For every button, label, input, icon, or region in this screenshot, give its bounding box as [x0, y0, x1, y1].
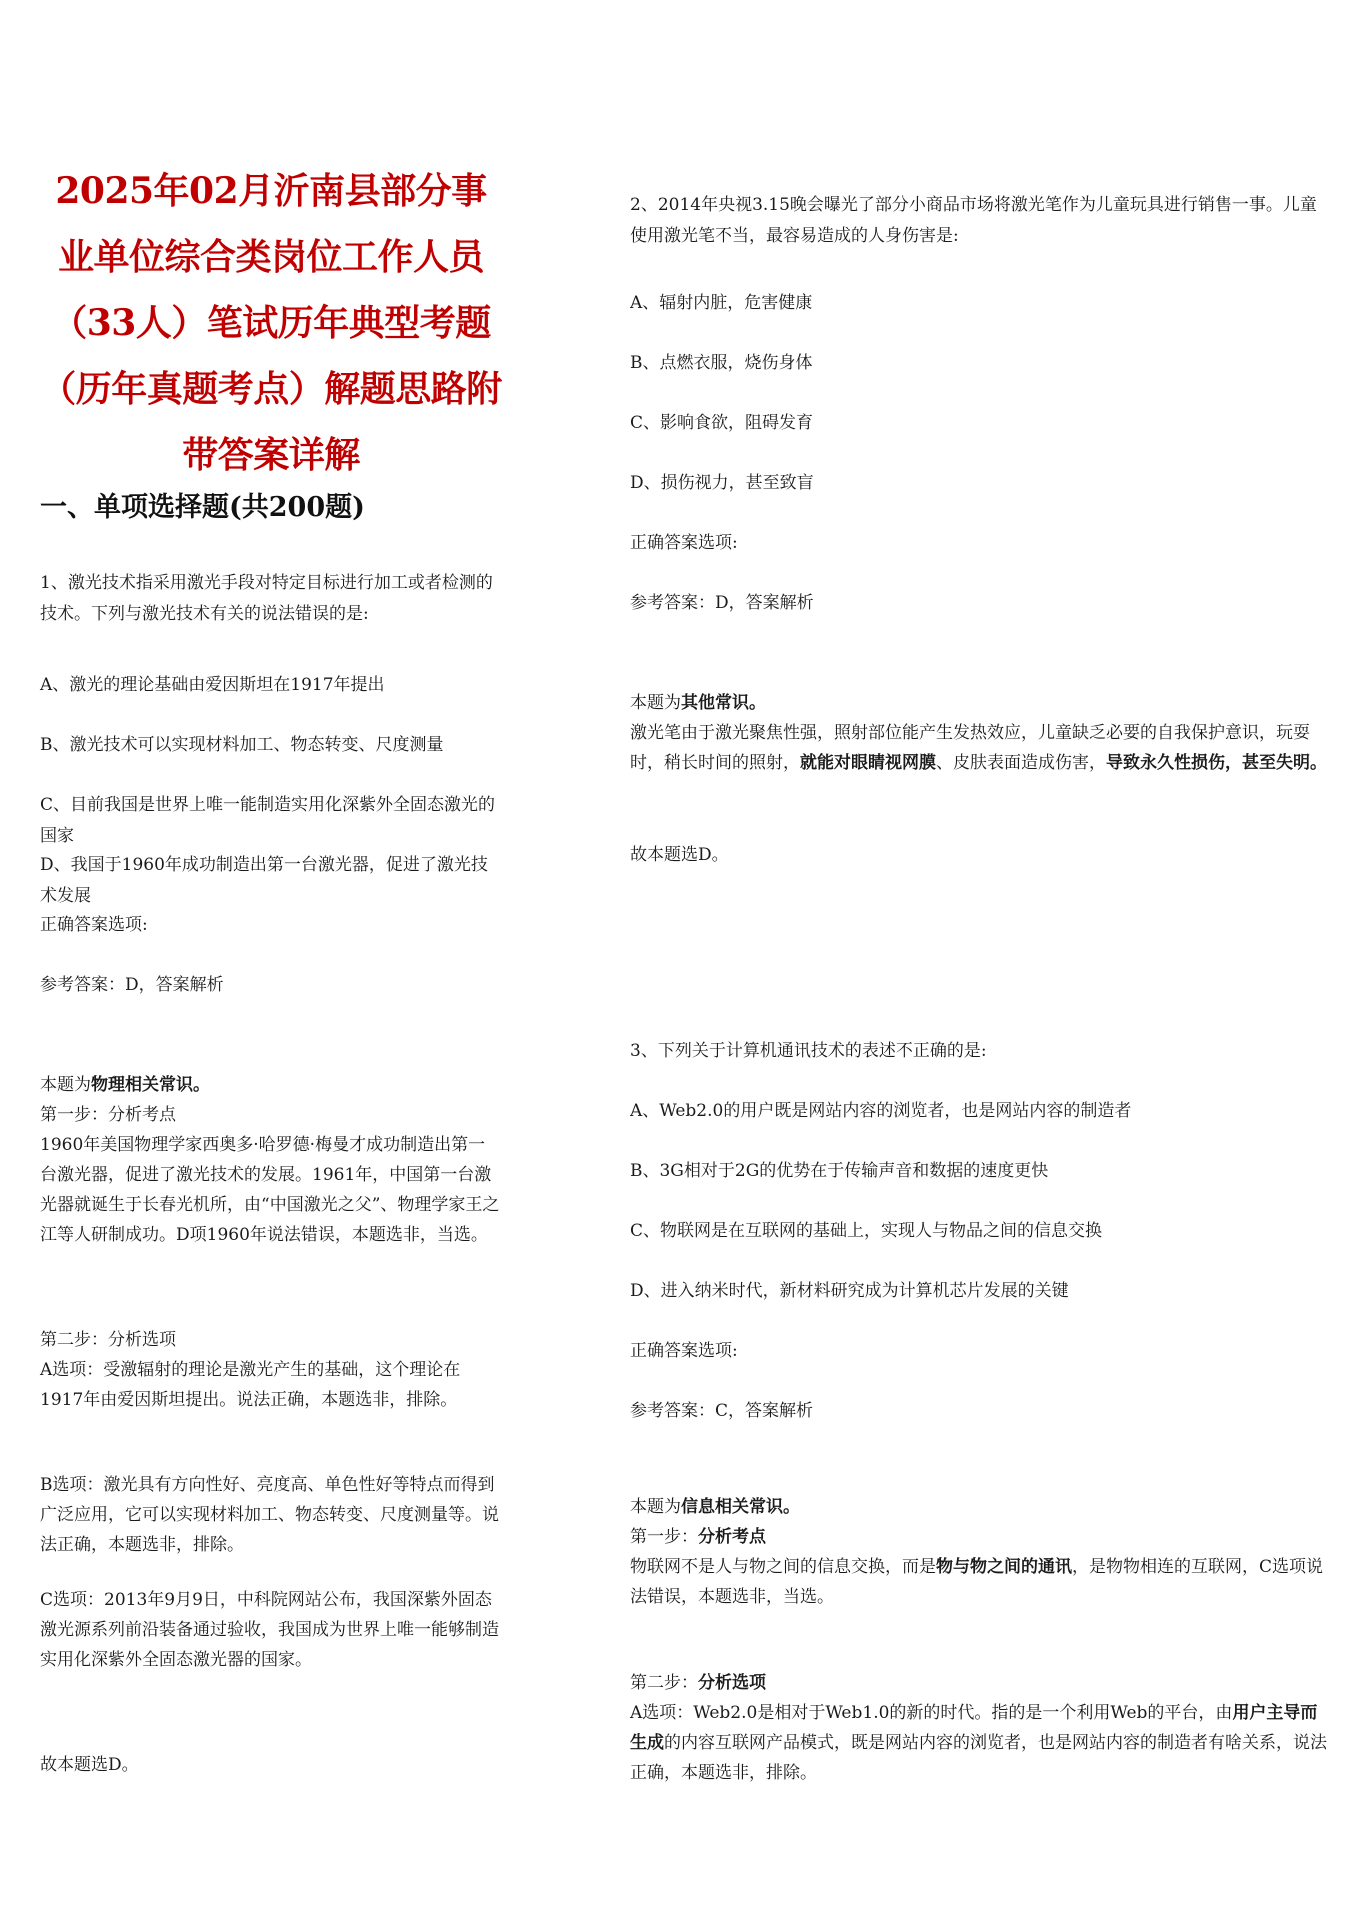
q1-option-c-analysis: C选项：2013年9月9日，中科院网站公布，我国深紫外固态激光源系列前沿装备通过验收，我国成为世界上唯一能够制造实用化深紫外全固态激光器的国家。: [40, 1590, 499, 1670]
q3-step1-prefix: 第一步：: [630, 1527, 698, 1547]
q1-step1-text: 1960年美国物理学家西奥多·哈罗德·梅曼才成功制造出第一台激光器，促进了激光技术的发展。1961年，中国第一台激光器就诞生于长春光机所，由“中国激光之父”、物理学家王之江等人研制成功。D项1960年说法错误，本题选非，当选。: [40, 1135, 500, 1245]
q3-topic-prefix: 本题为: [630, 1497, 681, 1517]
q3-step2-prefix: 第二步：: [630, 1673, 698, 1693]
q1-correct-label: 正确答案选项:: [40, 915, 148, 935]
q3-step1-bold1: 物与物之间的通讯: [936, 1557, 1072, 1577]
q2-exp-bold2: 导致永久性损伤，甚至失明。: [1106, 753, 1327, 773]
q1-step1-title: 第一步：分析考点: [40, 1105, 176, 1125]
q3-step2-bold: 分析选项: [698, 1673, 766, 1693]
q3-step1-title: [630, 1522, 1330, 1552]
q3-topic: [630, 1492, 1330, 1522]
q1-topic: [40, 1070, 500, 1100]
q1-option-d: D、我国于1960年成功制造出第一台激光器，促进了激光技术发展: [40, 855, 488, 906]
q2-conclusion: 故本题选D。: [630, 845, 729, 865]
q2-option-b: B、点燃衣服，烧伤身体: [630, 353, 813, 373]
q2-explanation: [630, 718, 1330, 778]
q3-option-d: D、进入纳米时代，新材料研究成为计算机芯片发展的关键: [630, 1281, 1069, 1301]
q2-topic-bold: 其他常识。: [681, 693, 766, 713]
q3-opta-part1: A选项：Web2.0是相对于Web1.0的新的时代。指的是一个利用Web的平台，由: [630, 1703, 1233, 1723]
section-heading: 一、单项选择题(共200题): [40, 492, 365, 523]
q2-option-a: A、辐射内脏，危害健康: [630, 293, 813, 313]
q3-opta-bold: 用户主导而生成: [630, 1703, 1318, 1753]
q2-option-d: D、损伤视力，甚至致盲: [630, 473, 814, 493]
q2-correct-label: 正确答案选项:: [630, 533, 738, 553]
document-title: 2025年02月沂南县部分事业单位综合类岗位工作人员（33人）笔试历年典型考题（历年真题考点）解题思路附带答案详解: [40, 170, 502, 476]
q2-exp-part2: 、皮肤表面造成伤害，: [936, 753, 1106, 773]
q1-conclusion: 故本题选D。: [40, 1755, 139, 1775]
q2-topic: [630, 688, 1330, 718]
q3-step1-part2: ，是物物相连的互联网，C选项说法错误，本题选非，当选。: [630, 1557, 1324, 1607]
q2-topic-prefix: 本题为: [630, 693, 681, 713]
q2-reference-answer: 参考答案：D，答案解析: [630, 593, 814, 613]
q2-exp-part1: 激光笔由于激光聚焦性强，照射部位能产生发热效应，儿童缺乏必要的自我保护意识，玩耍时，稍长时间的照射，: [630, 723, 1310, 773]
q1-topic-bold: 物理相关常识。: [91, 1075, 210, 1095]
q1-option-a-analysis: A选项：受激辐射的理论是激光产生的基础，这个理论在1917年由爱因斯坦提出。说法正确，本题选非，排除。: [40, 1360, 461, 1410]
q3-option-a-analysis: [630, 1698, 1330, 1788]
q3-step2-title: [630, 1668, 1330, 1698]
q3-reference-answer: 参考答案：C，答案解析: [630, 1401, 814, 1421]
q3-option-b: B、3G相对于2G的优势在于传输声音和数据的速度更快: [630, 1161, 1049, 1181]
q1-option-a: A、激光的理论基础由爱因斯坦在1917年提出: [40, 675, 385, 695]
q3-stem: 3、下列关于计算机通讯技术的表述不正确的是:: [630, 1041, 987, 1061]
q1-stem: 1、激光技术指采用激光手段对特定目标进行加工或者检测的技术。下列与激光技术有关的说法错误的是:: [40, 573, 493, 624]
q3-step1-text: [630, 1552, 1330, 1612]
q3-option-a: A、Web2.0的用户既是网站内容的浏览者，也是网站内容的制造者: [630, 1101, 1132, 1121]
q1-option-b-analysis: B选项：激光具有方向性好、亮度高、单色性好等特点而得到广泛应用，它可以实现材料加工、物态转变、尺度测量等。说法正确，本题选非，排除。: [40, 1475, 499, 1555]
q2-option-c: C、影响食欲，阻碍发育: [630, 413, 814, 433]
q2-stem: 2、2014年央视3.15晚会曝光了部分小商品市场将激光笔作为儿童玩具进行销售一事。儿童使用激光笔不当，最容易造成的人身伤害是:: [630, 195, 1317, 246]
q3-step1-part1: 物联网不是人与物之间的信息交换，而是: [630, 1557, 936, 1577]
q1-step2-title: 第二步：分析选项: [40, 1330, 176, 1350]
q1-option-b: B、激光技术可以实现材料加工、物态转变、尺度测量: [40, 735, 444, 755]
q3-step1-bold: 分析考点: [698, 1527, 766, 1547]
q1-reference-answer: 参考答案：D，答案解析: [40, 975, 224, 995]
q1-option-c: C、目前我国是世界上唯一能制造实用化深紫外全固态激光的国家: [40, 795, 496, 846]
q3-option-c: C、物联网是在互联网的基础上，实现人与物品之间的信息交换: [630, 1221, 1103, 1241]
q3-opta-part2: 的内容互联网产品模式，既是网站内容的浏览者，也是网站内容的制造者有啥关系，说法正确，本题选非，排除。: [630, 1733, 1327, 1783]
q2-exp-bold1: 就能对眼睛视网膜: [800, 753, 936, 773]
q3-topic-bold: 信息相关常识。: [681, 1497, 800, 1517]
q3-correct-label: 正确答案选项:: [630, 1341, 738, 1361]
q1-topic-prefix: 本题为: [40, 1075, 91, 1095]
